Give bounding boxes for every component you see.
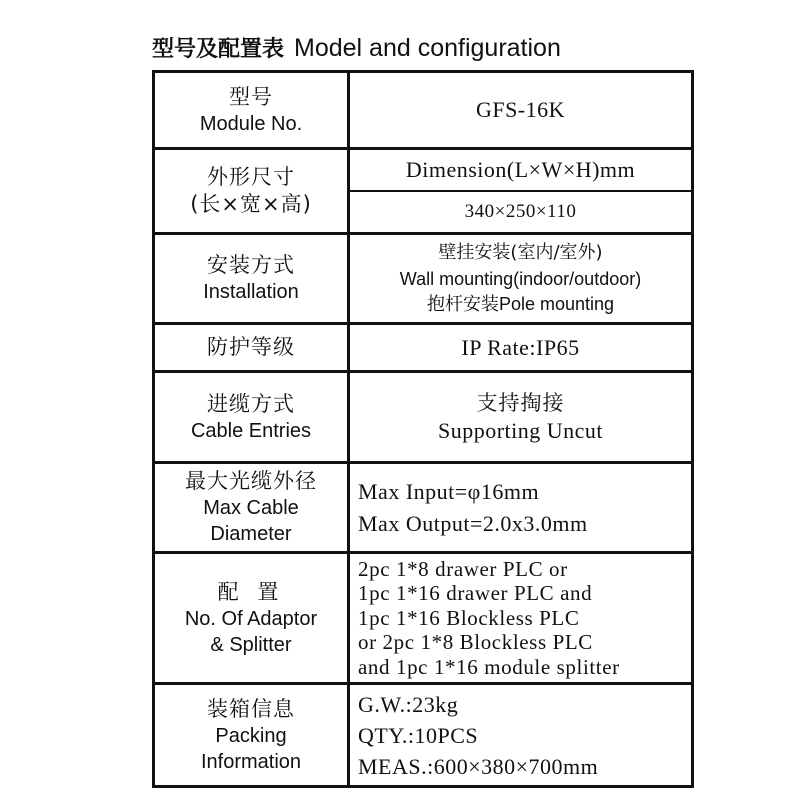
installation-line3 [427,292,614,318]
packing-meas: MEAS.:600×380×700mm [358,753,599,779]
page-title [152,32,561,68]
max-diameter-label-en-2: Diameter [210,523,292,545]
config-label [155,554,347,682]
config-line-2: 1pc 1*16 drawer PLC and [358,581,593,606]
dimension-value: 340×250×110 [464,201,577,222]
packing-qty: QTY.:10PCS [358,722,479,748]
table-row-packing [155,685,691,785]
dimension-label-zh: 外形尺寸 [207,165,295,189]
config-line-4: or 2pc 1*8 Blockless PLC [358,630,593,655]
config-line-5: and 1pc 1*16 module splitter [358,654,620,679]
table-row-protection [155,325,691,370]
model-label-zh: 型号 [229,84,273,109]
table-row-dimension [155,150,691,232]
max-diameter-label-zh: 最大光缆外径 [185,469,317,493]
dimension-header-cell [350,150,691,190]
table-row-installation [155,235,691,322]
config-value-cell [350,554,691,682]
table-row-model [155,73,691,147]
installation-label-zh: 安装方式 [207,253,295,277]
packing-label-en-2: Information [200,750,302,773]
cable-entries-value-zh: 支持掏接 [476,390,565,415]
protection-value: IP Rate:IP65 [461,334,580,360]
table-row-cable-entries [155,373,691,461]
protection-value-cell [350,325,691,370]
model-label-en: Module No. [199,112,303,135]
dimension-label-zh-sub: (长×宽×高) [190,192,312,216]
cable-entries-label [155,373,347,461]
max-input-value: Max Input=φ16mm [358,478,540,504]
model-value-cell [350,73,691,147]
packing-label-zh: 装箱信息 [207,696,295,721]
packing-value-cell [350,685,691,785]
max-output-value: Max Output=2.0x3.0mm [358,510,588,536]
dimension-value-cell [350,192,691,232]
installation-label [155,235,347,322]
cable-entries-label-en: Cable Entries [190,419,312,442]
cable-entries-value-en: Supporting Uncut [437,417,604,443]
max-diameter-label-en-1: Max Cable [203,497,299,519]
dimension-header: Dimension(L×W×H)mm [405,157,636,182]
max-diameter-label [155,464,347,551]
page-title-en: Model and configuration [294,34,561,62]
cable-entries-label-zh: 进缆方式 [207,391,295,416]
config-label-en-1: No. Of Adaptor [184,607,318,630]
packing-gw: G.W.:23kg [358,691,459,717]
config-line-3: 1pc 1*16 Blockless PLC [358,605,580,630]
installation-line1: 壁挂安装(室内/室外) [438,241,603,263]
config-line-1: 2pc 1*8 drawer PLC or [358,556,568,581]
model-value: GFS-16K [475,97,566,122]
protection-label [155,325,347,370]
packing-label [155,685,347,785]
installation-label-en: Installation [203,281,299,303]
model-label [155,73,347,147]
installation-line3-en: Pole mounting [498,293,615,314]
table-row-max-diameter [155,464,691,551]
max-diameter-value-cell [350,464,691,551]
config-label-zh: 配 置 [217,579,285,604]
config-label-en-2: & Splitter [210,633,292,656]
packing-label-en-1: Packing [215,724,287,747]
spec-table [152,70,694,788]
cable-entries-value-cell [350,373,691,461]
protection-label-zh: 防护等级 [207,335,295,359]
page-title-zh: 型号及配置表 [152,37,285,62]
table-row-config [155,554,691,682]
installation-line3-zh: 抱杆安装 [426,293,499,315]
installation-line2: Wall mounting(indoor/outdoor) [399,268,642,289]
dimension-label [155,150,347,232]
installation-value-cell [350,235,691,322]
